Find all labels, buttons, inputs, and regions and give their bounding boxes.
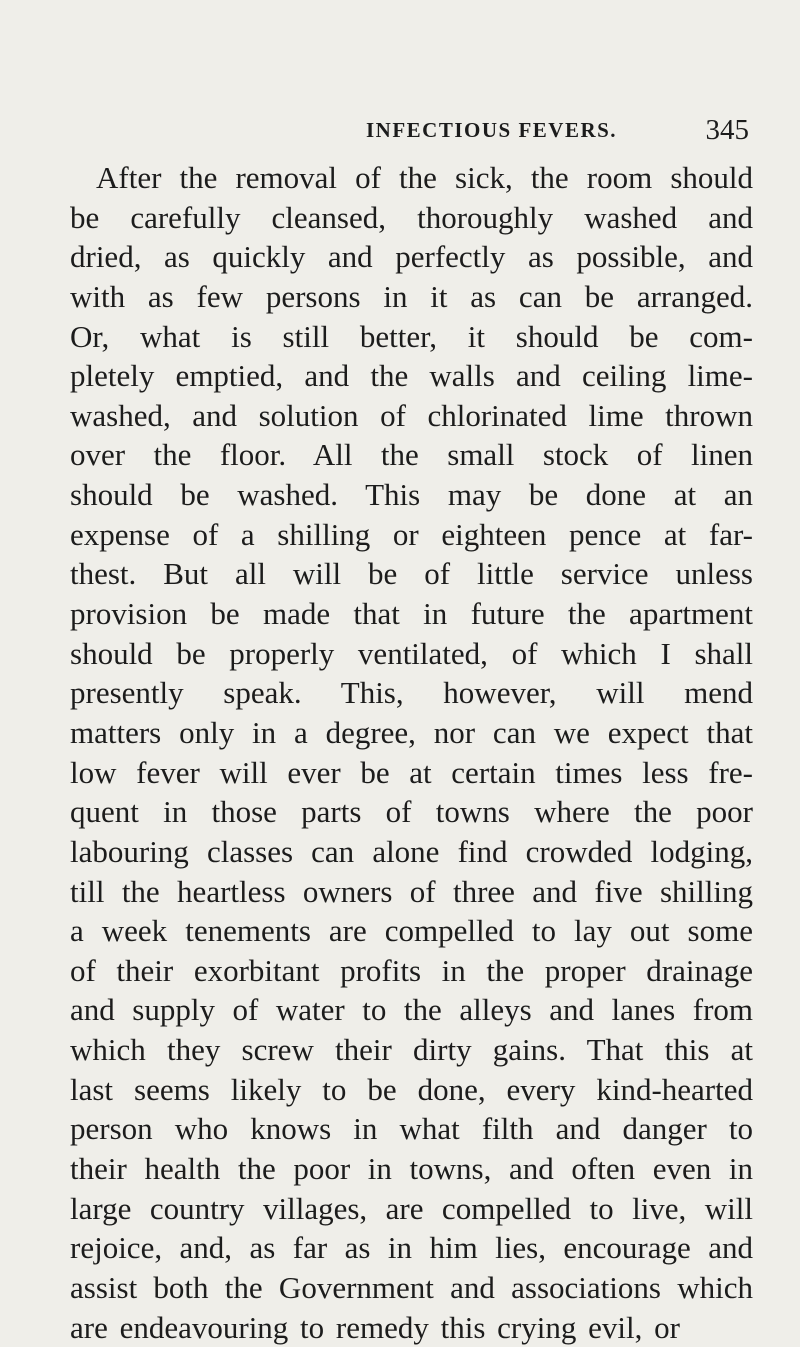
text-line: dried, as quickly and perfectly as possible, and <box>70 239 753 275</box>
text-line: washed, and solution of chlorinated lime thrown <box>70 397 753 433</box>
text-line: After the removal of the sick, the room should <box>96 160 753 195</box>
text-line: last seems likely to be done, every kind-hearted <box>70 1071 753 1107</box>
text-line: quent in those parts of towns where the poor <box>70 794 753 830</box>
text-line: large country villages, are compelled to live, will <box>70 1190 753 1226</box>
text-line: pletely emptied, and the walls and ceiling lime- <box>70 358 753 394</box>
text-line: should be properly ventilated, of which I shall <box>70 635 753 671</box>
text-line: person who knows in what filth and danger to <box>70 1111 753 1147</box>
text-line: their health the poor in towns, and often even in <box>70 1151 753 1187</box>
running-head <box>60 114 750 158</box>
text-line: with as few persons in it as can be arranged. <box>70 278 753 314</box>
text-line: of their exorbitant profits in the proper drainage <box>70 952 753 988</box>
running-title: INFECTIOUS FEVERS. <box>366 118 618 142</box>
text-line: and supply of water to the alleys and lanes from <box>70 992 753 1028</box>
text-line: provision be made that in future the apartment <box>70 596 753 632</box>
text-line: assist both the Government and associations which <box>70 1269 753 1305</box>
text-line: are endeavouring to remedy this crying evil, or <box>70 1309 680 1345</box>
text-line: thest. But all will be of little service unless <box>70 556 753 592</box>
text-line: over the floor. All the small stock of linen <box>70 437 753 473</box>
text-line: which they screw their dirty gains. That this at <box>70 1032 753 1068</box>
text-line: low fever will ever be at certain times less fre- <box>70 754 753 790</box>
body-text <box>70 158 753 1347</box>
text-line: rejoice, and, as far as in him lies, encourage and <box>70 1230 753 1266</box>
text-line: be carefully cleansed, thoroughly washed and <box>70 199 753 235</box>
text-line: Or, what is still better, it should be com- <box>70 318 753 354</box>
text-line: should be washed. This may be done at an <box>70 477 753 513</box>
text-line: expense of a shilling or eighteen pence at far- <box>70 516 753 552</box>
text-line: till the heartless owners of three and five shilling <box>70 873 753 909</box>
page-number: 345 <box>705 114 749 146</box>
text-line: a week tenements are compelled to lay out some <box>70 913 753 949</box>
text-line: labouring classes can alone find crowded lodging, <box>70 833 753 869</box>
text-line: matters only in a degree, nor can we expect that <box>70 714 753 750</box>
text-line: presently speak. This, however, will mend <box>70 675 753 711</box>
